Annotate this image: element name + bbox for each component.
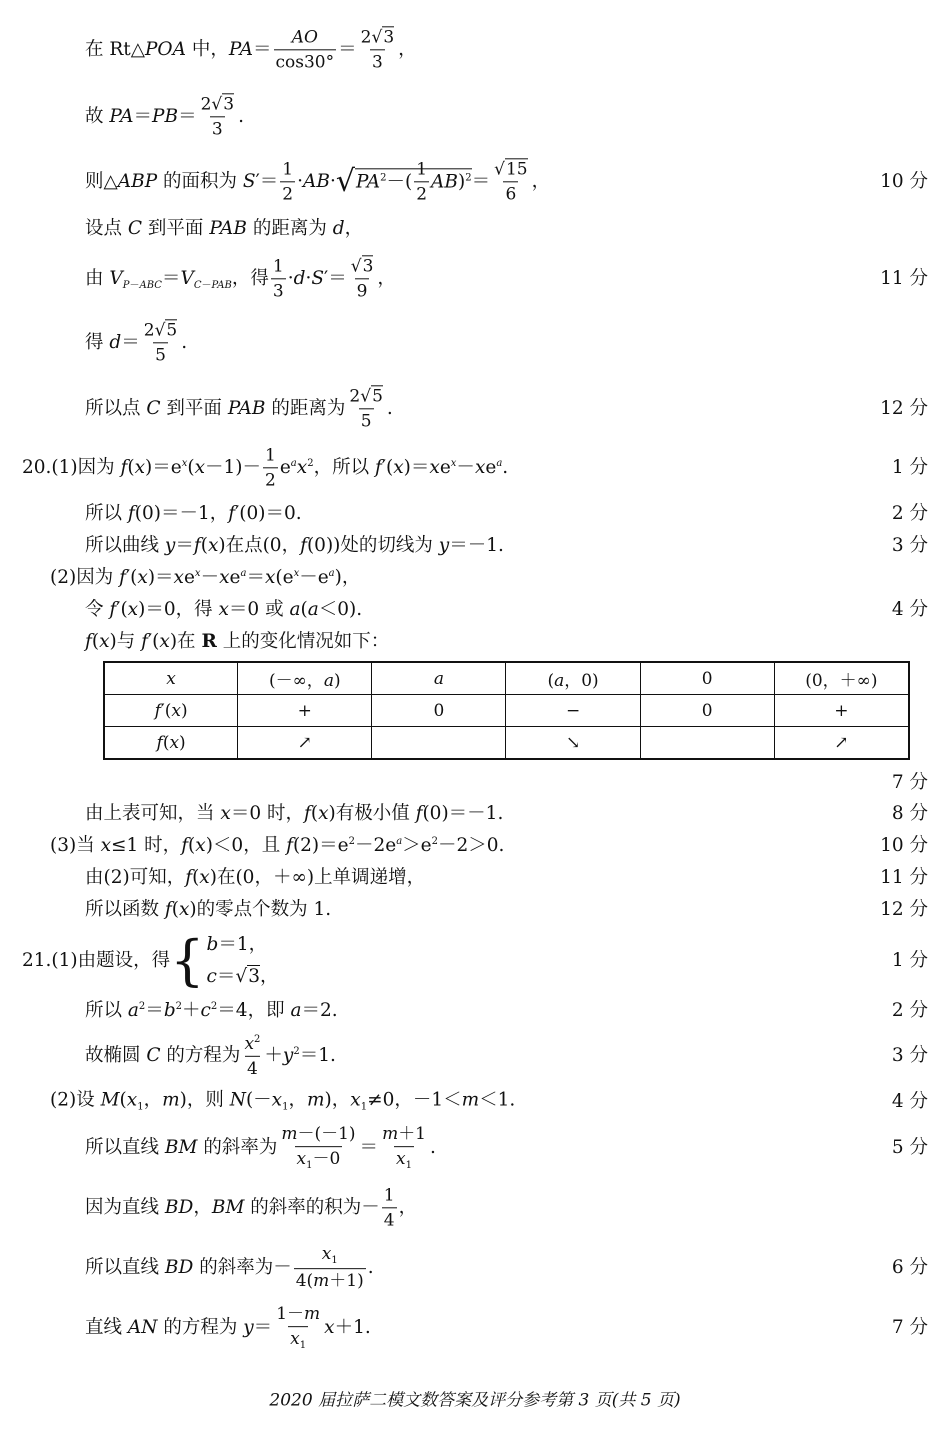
- score: 2 分: [891, 502, 928, 524]
- table-row: [104, 695, 909, 727]
- table-cell: 0: [372, 695, 506, 727]
- text-line: 令 f′(x)＝0，得 x＝0 或 a(a＜0).: [85, 598, 363, 620]
- score: 4 分: [891, 1090, 928, 1112]
- decreasing-arrow-icon: ↘: [506, 727, 640, 760]
- table-cell: [640, 727, 774, 760]
- text-line: 故椭圆 C 的方程为 $\frac{x^2}{4}$ $+y^2=1$.: [85, 1033, 336, 1079]
- score: 10 分: [880, 834, 928, 856]
- text-line: 所以 f(0)＝－1，f′(0)＝0.: [85, 502, 302, 524]
- score: 12 分: [880, 397, 928, 419]
- text-line: 由 $V_{P-ABC}=V_{C-PAB}$，得 $\frac{1}{3}$ ·d·S′＝ $\frac{√3}{9}$ ，: [85, 256, 396, 301]
- table-cell: (0，＋∞): [774, 662, 909, 695]
- score: 10 分: [880, 170, 928, 192]
- table-cell: 0: [640, 695, 774, 727]
- score: 2 分: [891, 999, 928, 1021]
- table-cell: +: [238, 695, 372, 727]
- score: 7 分: [891, 1316, 928, 1338]
- score: 7 分: [891, 771, 928, 793]
- table-row: [104, 662, 909, 695]
- variation-table: [103, 661, 910, 760]
- table-cell: x: [104, 662, 238, 695]
- table-cell: f′(x): [104, 695, 238, 727]
- text-line: 所以点 C 到平面 PAB 的距离为 $\frac{2√5}{5}$ .: [85, 386, 393, 431]
- text-line: f(x)与 f′(x)在 R 上的变化情况如下：: [85, 630, 390, 652]
- table-cell: −: [506, 695, 640, 727]
- text-line: 在 Rt△POA 中，PA＝ $\frac{AO}{\cos 30^\circ}$ ＝ $\frac{2√3}{3}$ ，: [85, 27, 417, 72]
- score: 5 分: [891, 1136, 928, 1158]
- score: 1 分: [891, 949, 928, 971]
- text-line: 所以函数 f(x)的零点个数为 1.: [85, 898, 332, 920]
- page-footer: 2020 届拉萨二模文数答案及评分参考第 3 页(共 5 页): [269, 1390, 681, 1411]
- score: 4 分: [891, 598, 928, 620]
- text-line: 故 PA＝PB＝ $\frac{2√3}{3}$ .: [85, 94, 244, 139]
- text-line: 所以直线 BM 的斜率为 $\frac{m-(-1)}{x_1-0}$ ＝ $\frac{m+1}{x_1}$ .: [85, 1124, 436, 1171]
- table-cell: (a，0): [506, 662, 640, 695]
- text-line: 直线 AN 的方程为 y＝ $\frac{1-m}{x_1}$ x＋1.: [85, 1304, 371, 1351]
- table-cell: 0: [640, 662, 774, 695]
- text-line: 所以 $a^2=b^2+c^2=4$，即 a＝2.: [85, 999, 338, 1021]
- score: 11 分: [880, 267, 928, 289]
- score: 3 分: [891, 1044, 928, 1066]
- table-row: [104, 727, 909, 760]
- text-line: 因为直线 BD，BM 的斜率的积为－ $\frac{1}{4}$ ，: [85, 1185, 418, 1230]
- increasing-arrow-icon: ↗: [774, 727, 909, 760]
- text-line: 21.(1)由题设，得 { b＝1， c＝√3，: [22, 929, 279, 992]
- text-line: 得 d＝ $\frac{2√5}{5}$ .: [85, 320, 188, 365]
- text-line: (2)因为 $f'(x)=xe^x-xe^a=x(e^x-e^a)$，: [50, 566, 361, 588]
- table-cell: [372, 727, 506, 760]
- score: 6 分: [891, 1256, 928, 1278]
- text-line: 所以直线 BD 的斜率为－ $\frac{x_1}{4(m+1)}$ .: [85, 1244, 374, 1292]
- table-cell: (－∞，a): [238, 662, 372, 695]
- text-line: (3)当 x≤1 时，f(x)＜0，且 $f(2)=e^2-2e^a>e^2-2>0$.: [50, 834, 505, 856]
- text-line: 所以曲线 y＝f(x)在点(0，f(0))处的切线为 y＝－1.: [85, 534, 504, 556]
- table-cell: a: [372, 662, 506, 695]
- text-line: 20.(1)因为 $f(x)=e^x(x-1)-$ $\frac{1}{2}$ $e^ax^2$，所以 $f'(x)=xe^x-xe^a$.: [22, 445, 509, 490]
- score: 8 分: [891, 802, 928, 824]
- text-line: (2)设 $M(x_1$，m)，则 $N(-x_1$，m)，$x_1\ne 0$，－1＜m＜1.: [50, 1089, 516, 1113]
- text-line: 则△ABP 的面积为 S′＝ $\frac{1}{2}$ $\cdot AB\cdot√PA^2-$( $\frac{1}{2}$ AB)$^2$＝ $\frac{√15}{6}$ ，: [85, 159, 551, 204]
- score: 1 分: [891, 456, 928, 478]
- score: 12 分: [880, 898, 928, 920]
- score: 3 分: [891, 534, 928, 556]
- table-cell: f(x): [104, 727, 238, 760]
- text-line: 由(2)可知，f(x)在(0，＋∞)上单调递增，: [85, 866, 426, 888]
- table-cell: +: [774, 695, 909, 727]
- text-line: 设点 C 到平面 PAB 的距离为 d，: [85, 217, 364, 239]
- score: 11 分: [880, 866, 928, 888]
- text-line: 由上表可知，当 x＝0 时，f(x)有极小值 f(0)＝－1.: [85, 802, 504, 824]
- increasing-arrow-icon: ↗: [238, 727, 372, 760]
